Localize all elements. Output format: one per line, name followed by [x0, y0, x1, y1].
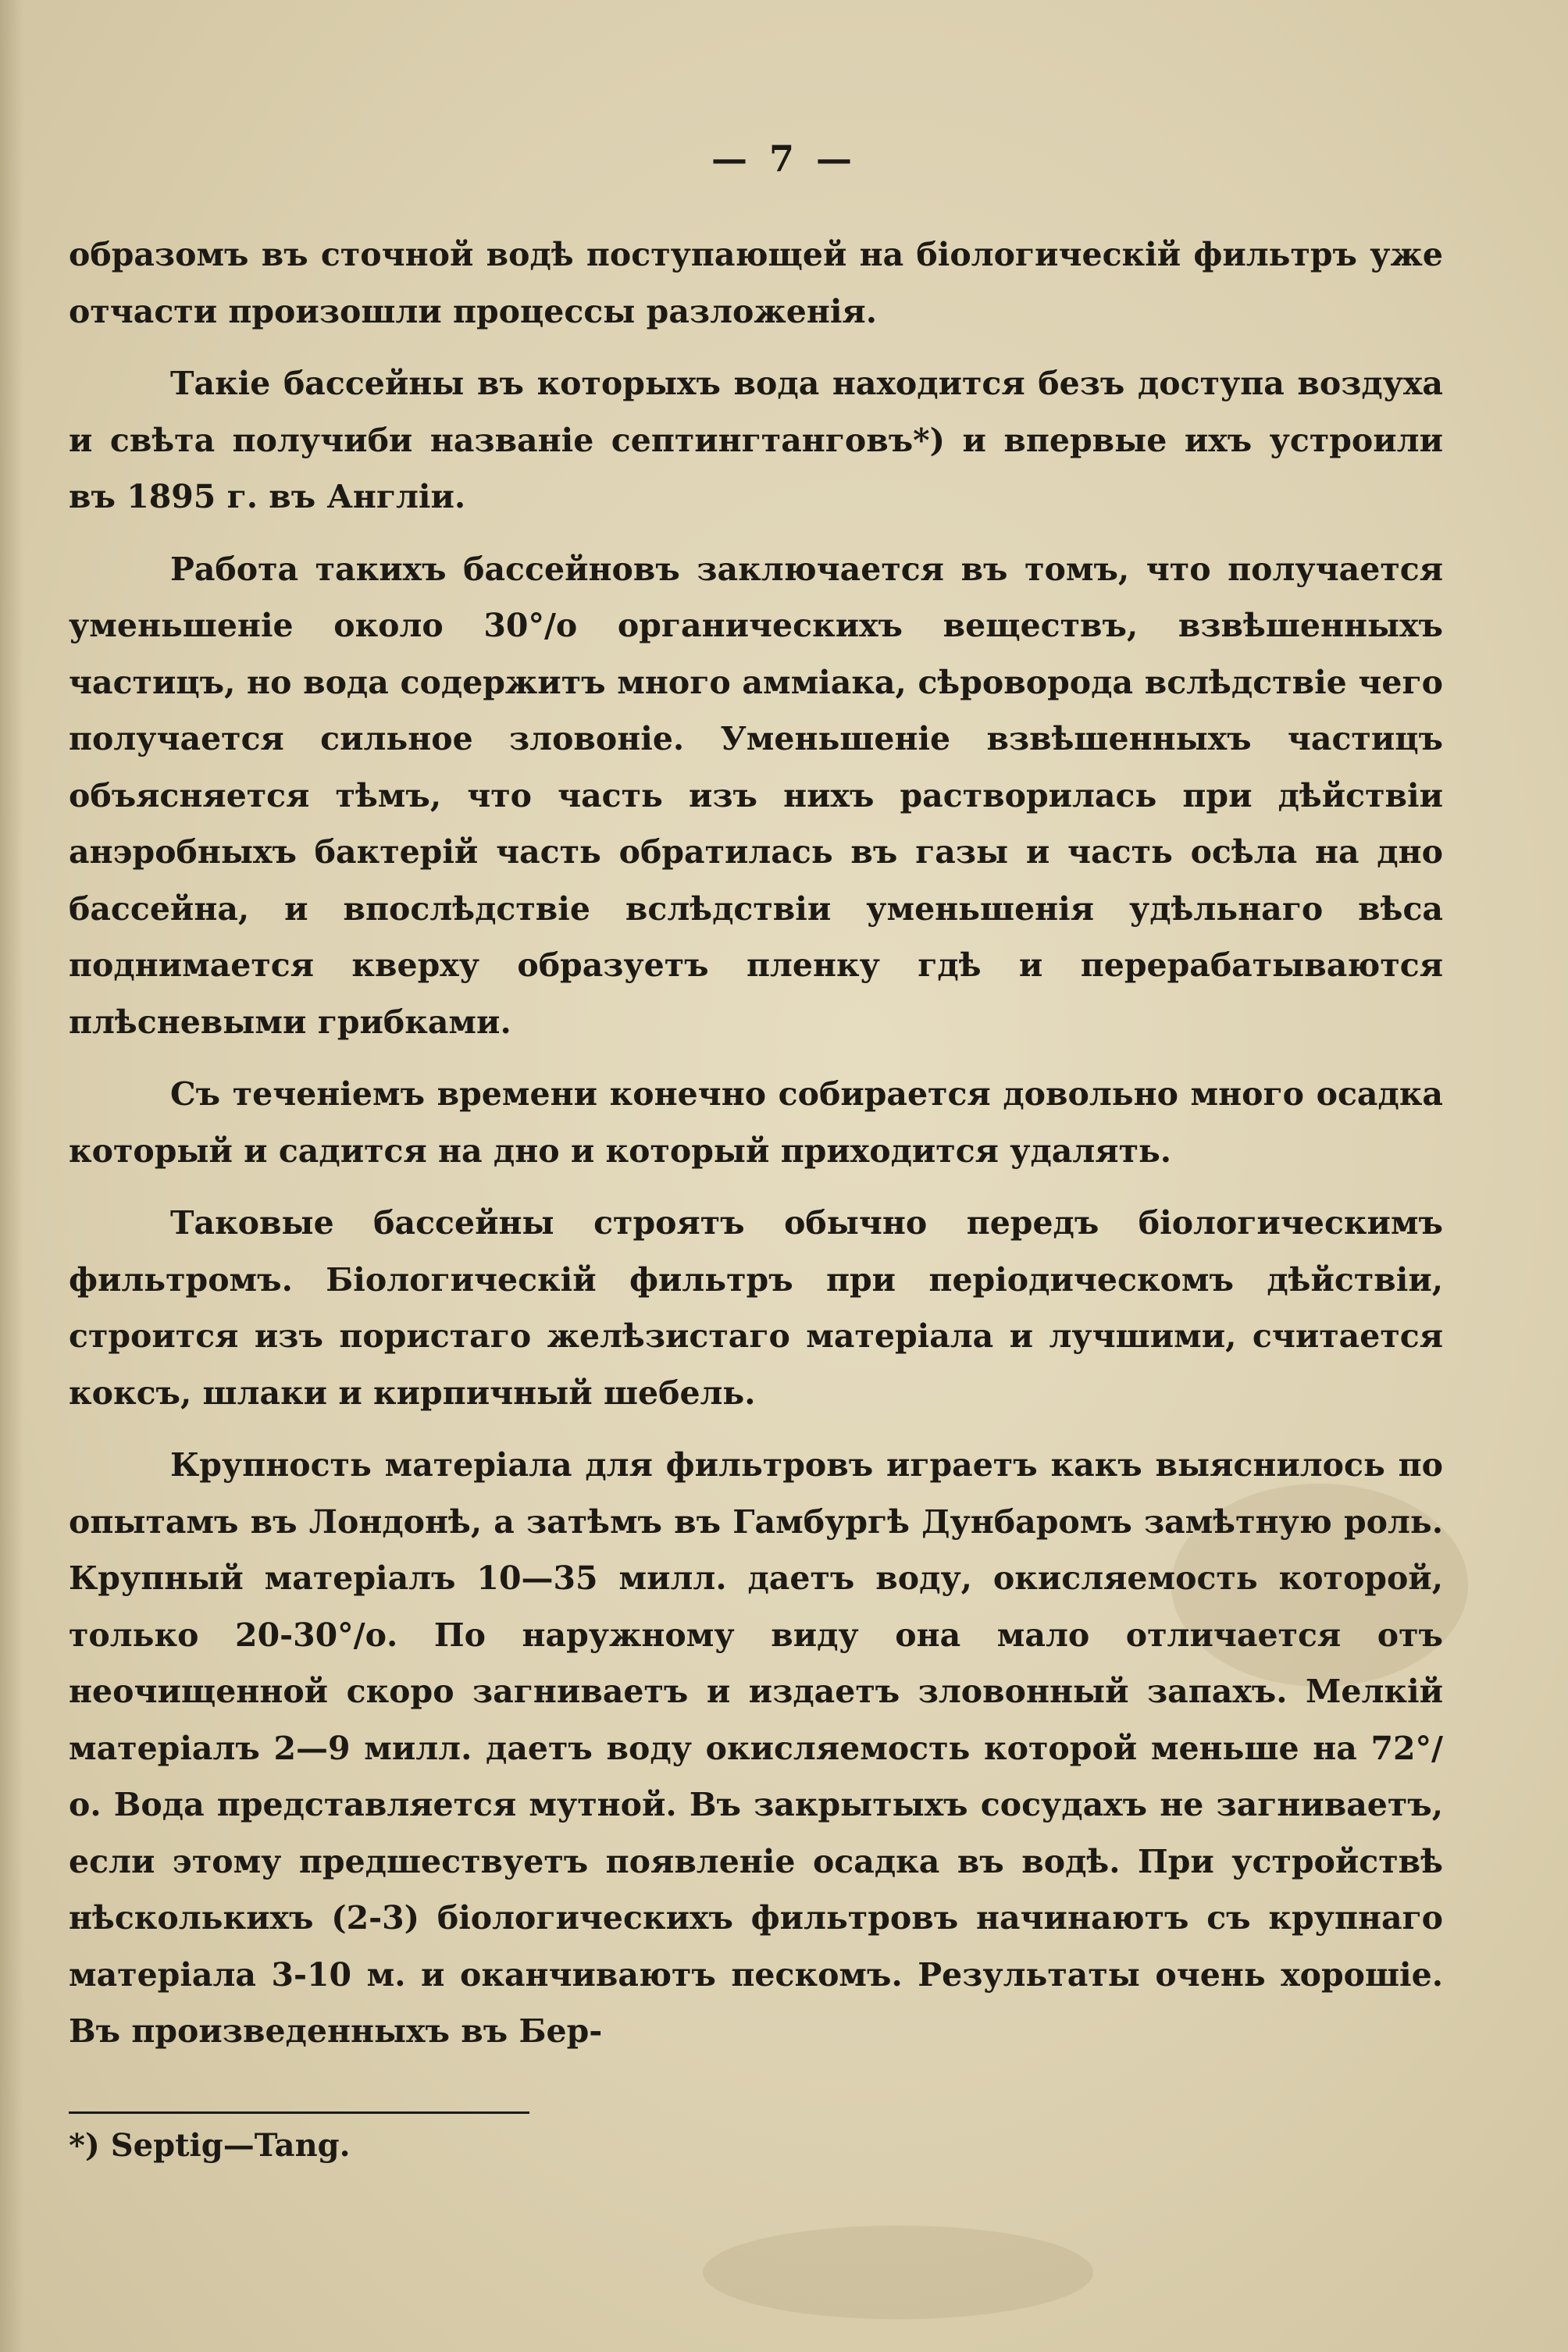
paragraph-3: Работа такихъ бассейновъ заключается въ томъ, что получается уменьшеніе около 30°/о органическихъ веществъ, взвѣшенныхъ частицъ, но вода содержитъ много амміака, сѣроворода вслѣдствіе чего получается сильное зловоніе. Уменьшеніе взвѣшенныхъ частицъ объясняется тѣмъ, что часть изъ нихъ растворилась при дѣйствіи анэробныхъ бактерій часть обратилась въ газы и часть осѣла на дно бассейна, и впослѣдствіе вслѣдствіи уменьшенія удѣльнаго вѣса поднимается кверху образуетъ пленку гдѣ и перерабатываются плѣсневыми грибками. — [69, 550, 1443, 1041]
body-text — [69, 226, 1443, 2076]
paragraph-4: Съ теченіемъ времени конечно собирается довольно много осадка который и садится на дно и который приходится удалять. — [69, 1075, 1443, 1170]
paragraph-1: образомъ въ сточной водѣ поступающей на біологическій фильтръ уже отчасти произошли процессы разложенія. — [69, 236, 1443, 330]
paper-stain — [703, 2225, 1093, 2319]
page-edge-shadow — [0, 0, 23, 2352]
footnote-rule — [69, 2111, 529, 2114]
footnote: *) Septig—Tang. — [69, 2127, 351, 2164]
page-number: — 7 — — [711, 137, 857, 180]
paragraph-2: Такіе бассейны въ которыхъ вода находится безъ доступа воздуха и свѣта получиби названіе септингтанговъ*) и впервые ихъ устроили въ 1895 г. въ Англіи. — [69, 365, 1443, 515]
paragraph-6: Крупность матеріала для фильтровъ играетъ какъ выяснилось по опытамъ въ Лондонѣ, а затѣмъ въ Гамбургѣ Дунбаромъ замѣтную роль. Крупный матеріалъ 10—35 милл. даетъ воду, окисляемость которой, только 20-30°/о. По наружному виду она мало отличается отъ неочищенной скоро загниваетъ и издаетъ зловонный запахъ. Мелкій матеріалъ 2—9 милл. даетъ воду окисляемость которой меньше на 72°/о. Вода представляется мутной. Въ закрытыхъ сосудахъ не загниваетъ, если этому предшествуетъ появленіе осадка въ водѣ. При устройствѣ нѣсколькихъ (2-3) біологическихъ фильтровъ начинаютъ съ крупнаго матеріала 3-10 м. и оканчиваютъ пескомъ. Результаты очень хорошіе. Въ произведенныхъ въ Бер- — [69, 1446, 1443, 2050]
paragraph-5: Таковые бассейны строятъ обычно передъ біологическимъ фильтромъ. Біологическій фильтръ при періодическомъ дѣйствіи, строится изъ пористаго желѣзистаго матеріала и лучшими, считается коксъ, шлаки и кирпичный шебель. — [69, 1204, 1443, 1412]
